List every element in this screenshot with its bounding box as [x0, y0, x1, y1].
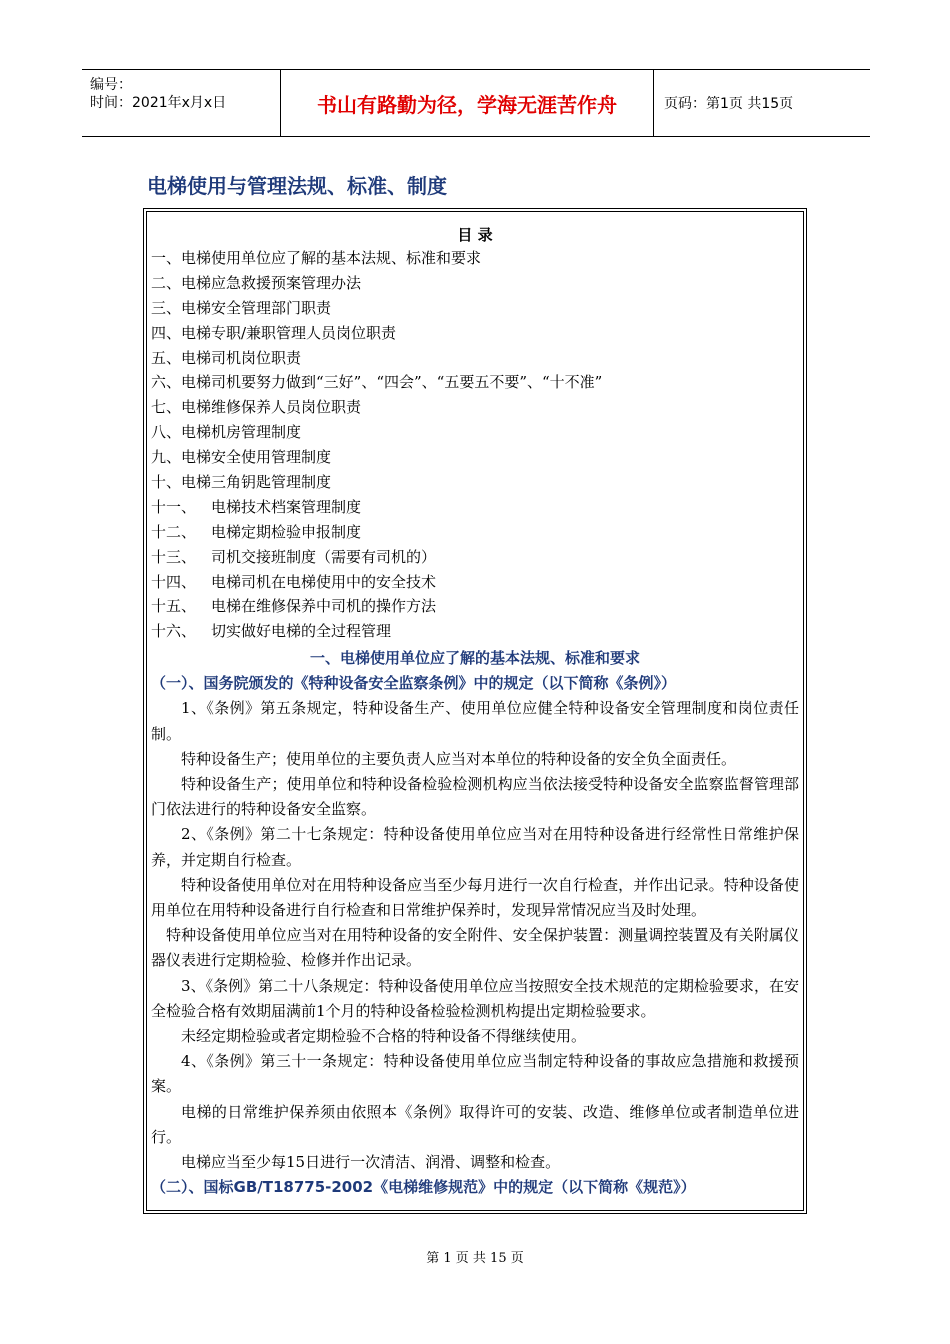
- toc-item-text: 电梯司机在电梯使用中的安全技术: [211, 572, 437, 591]
- document-body: [151, 646, 799, 1200]
- toc-item: [151, 495, 602, 520]
- toc-item: [151, 619, 602, 644]
- toc-item: 一、电梯使用单位应了解的基本法规、标准和要求: [151, 249, 482, 267]
- paragraph: 特种设备使用单位应当对在用特种设备的安全附件、安全保护装置：测量调控装置及有关附属仪器仪表进行定期检验、检修并作出记录。: [151, 926, 799, 970]
- paragraph: 2、《条例》第二十七条规定：特种设备使用单位应当对在用特种设备进行经常性日常维护保养，并定期自行检查。: [151, 825, 799, 869]
- toc-list: [151, 246, 602, 644]
- header-page-label: 页码：第1页 共15页: [664, 96, 794, 112]
- toc-item-number: 十二、: [151, 522, 197, 541]
- paragraph: 3、《条例》第二十八条规定：特种设备使用单位应当按照安全技术规范的定期检验要求，在安全检验合格有效期届满前1个月的特种设备检验检测机构提出定期检验要求。: [151, 976, 799, 1020]
- toc-item-number: 十六、: [151, 622, 197, 641]
- paragraph: 4、《条例》第三十一条规定：特种设备使用单位应当制定特种设备的事故应急措施和救援预案。: [151, 1052, 799, 1096]
- page-footer: 第 1 页 共 15 页: [426, 1251, 524, 1266]
- page-header: [82, 69, 870, 137]
- paragraph: 1、《条例》第五条规定，特种设备生产、使用单位应健全特种设备安全管理制度和岗位责任制。: [151, 699, 799, 743]
- toc-item-number: 十一、: [151, 497, 197, 516]
- toc-item: 三、电梯安全管理部门职责: [151, 298, 332, 317]
- content-box-inner: [146, 211, 804, 1211]
- toc-item: 七、电梯维修保养人员岗位职责: [151, 398, 362, 417]
- toc-item-text: 电梯技术档案管理制度: [211, 497, 362, 516]
- subsection-heading: （一）、国务院颁发的《特种设备安全监察条例》中的规定（以下简称《条例》）: [151, 674, 677, 693]
- paragraph: 电梯应当至少每15日进行一次清洁、润滑、调整和检查。: [181, 1153, 561, 1172]
- toc-item-text: 司机交接班制度（需要有司机的）: [211, 547, 437, 566]
- toc-item: 二、电梯应急救援预案管理办法: [151, 273, 362, 292]
- header-info-cell: [82, 70, 281, 136]
- toc-item-number: 十五、: [151, 597, 197, 616]
- toc-item: [151, 545, 602, 570]
- paragraph: 特种设备生产；使用单位和特种设备检验检测机构应当依法接受特种设备安全监察监督管理部门依法进行的特种设备安全监察。: [151, 775, 799, 819]
- toc-item-text: 电梯在维修保养中司机的操作方法: [211, 597, 437, 616]
- toc-item: 九、电梯安全使用管理制度: [151, 448, 332, 467]
- paragraph: 特种设备使用单位对在用特种设备应当至少每月进行一次自行检查，并作出记录。特种设备使用单位在用特种设备进行自行检查和日常维护保养时，发现异常情况应当及时处理。: [151, 875, 799, 920]
- paragraph: 特种设备生产；使用单位的主要负责人应当对本单位的特种设备的安全负全面责任。: [181, 749, 737, 768]
- content-box: [143, 208, 807, 1214]
- toc-item-text: 切实做好电梯的全过程管理: [211, 622, 392, 641]
- paragraph: 电梯的日常维护保养须由依照本《条例》取得许可的安装、改造、维修单位或者制造单位进行。: [151, 1102, 799, 1146]
- toc-item: 四、电梯专职/兼职管理人员岗位职责: [151, 323, 397, 342]
- toc-item: 八、电梯机房管理制度: [151, 423, 302, 442]
- toc-item: [151, 520, 602, 545]
- toc-item-number: 十三、: [151, 547, 197, 566]
- toc-item-number: 十四、: [151, 572, 197, 591]
- toc-item: 五、电梯司机岗位职责: [151, 348, 302, 367]
- toc-item: [151, 594, 602, 619]
- number-label: 编号：: [90, 77, 132, 93]
- toc-item: 十、电梯三角钥匙管理制度: [151, 473, 332, 492]
- time-label: 时间：2021年x月x日: [90, 95, 227, 111]
- toc-title: 目 录: [457, 226, 493, 244]
- toc-item: 六、电梯司机要努力做到“三好”、“四会”、“五要五不要”、“十不准”: [151, 373, 603, 392]
- header-motto: 书山有路勤为径，学海无涯苦作舟: [281, 70, 654, 136]
- paragraph: 未经定期检验或者定期检验不合格的特种设备不得继续使用。: [181, 1027, 587, 1046]
- section-heading: 一、电梯使用单位应了解的基本法规、标准和要求: [309, 649, 640, 667]
- toc-item: [151, 570, 602, 595]
- toc-item-text: 电梯定期检验申报制度: [211, 522, 362, 541]
- document-title: 电梯使用与管理法规、标准、制度: [147, 174, 447, 198]
- subsection-heading: （二）、国标GB/T18775-2002《电梯维修规范》中的规定（以下简称《规范》）: [151, 1178, 696, 1197]
